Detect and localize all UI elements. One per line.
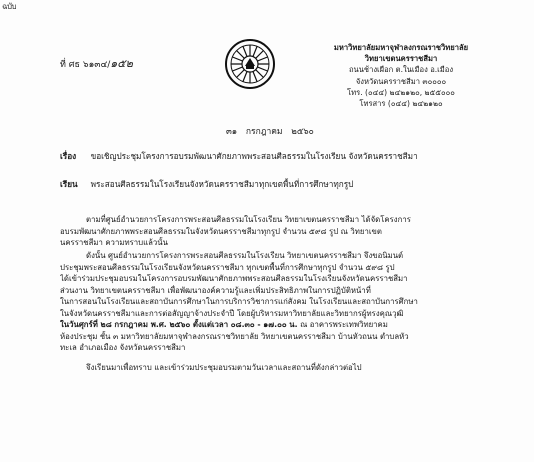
org-address-line: จังหวัดนครราชสีมา ๓๐๐๐๐	[355, 76, 447, 86]
document-number-printed: ที่ ศธ ๖๑๓๔/	[60, 60, 111, 70]
organization-address	[286, 42, 516, 109]
meeting-venue-start: ณ อาคารพระเทพวิทยาคม	[297, 320, 388, 330]
org-address-line: ถนนช้างเผือก ต.ในเมือง อ.เมือง	[348, 65, 454, 75]
meeting-datetime-line	[60, 319, 496, 331]
paragraph-line: ได้เข้าร่วมประชุมอบรมในโครงการอบรมพัฒนาศักยภาพพระสอนศีลธรรมในโรงเรียนจังหวัดนครราชสีมา	[60, 274, 408, 284]
paragraph-line: อบรมพัฒนาศักยภาพพระสอนศีลธรรมในจังหวัดนครราชสีมาทุกรูป จำนวน ๕๙๘ รูป ณ วิทยาเขต	[60, 226, 382, 236]
document-number-handwritten: ๑๕๒	[110, 57, 133, 70]
university-seal-icon	[224, 38, 276, 90]
recipient-row	[60, 178, 353, 191]
paragraph-line: ห้องประชุม ชั้น ๓ มหาวิทยาลัยมหาจุฬาลงกรณราชวิทยาลัย วิทยาเขตนครราชสีมา บ้านหัวถนน ตำบลหัว	[60, 331, 409, 341]
paragraph-body	[60, 250, 496, 354]
recipient-label: เรียน	[60, 179, 78, 189]
meeting-datetime: ในวันศุกร์ที่ ๒๘ กรกฎาคม พ.ศ. ๒๕๖๐ ตั้งแต่เวลา ๐๘.๓๐ - ๑๗.๐๐ น.	[60, 320, 298, 330]
document-number	[60, 54, 133, 72]
paragraph-intro	[60, 214, 496, 249]
top-note: ฉบับ	[2, 2, 17, 11]
paragraph-line: ในการสอนในโรงเรียนและสถาบันการศึกษาในการบริการวิชาการแก่สังคม ในโรงเรียนและสถาบันการศึกษา	[60, 297, 418, 307]
paragraph-line: นครราชสีมา ความทราบแล้วนั้น	[60, 238, 168, 248]
paragraph-line: ตามที่ศูนย์อำนวยการโครงการพระสอนศีลธรรมในโรงเรียน วิทยาเขตนครราชสีมา ได้จัดโครงการ	[86, 215, 411, 224]
closing-line: จึงเรียนมาเพื่อทราบ และเข้าร่วมประชุมอบรมตามวันเวลาและสถานที่ดังกล่าวต่อไป	[86, 363, 362, 372]
paragraph-line: ดังนั้น ศูนย์อำนวยการโครงการพระสอนศีลธรรมในโรงเรียน วิทยาเขตนครราชสีมา จึงขอนิมนต์	[86, 251, 404, 260]
org-phone: โทร. (๐๔๔) ๒๔๒๑๒๐, ๒๕๕๐๐๐	[347, 87, 455, 97]
closing-paragraph	[60, 362, 496, 374]
subject-row	[60, 150, 418, 163]
recipient-text: พระสอนศีลธรรมในโรงเรียนจังหวัดนครราชสีมาทุกเขตพื้นที่การศึกษาทุกรูป	[90, 179, 354, 189]
paragraph-line: ทะเล อำเภอเมือง จังหวัดนครราชสีมา	[60, 343, 186, 353]
subject-label: เรื่อง	[60, 151, 77, 161]
paragraph-line: ในจังหวัดนครราชสีมาและการต่อสัญญาจ้างประจำปี โดยผู้บริหารมหาวิทยาลัยและวิทยากรผู้ทรงคุณวุฒิ	[60, 308, 404, 318]
paragraph-line: ประชุมพระสอนศีลธรรมในโรงเรียนจังหวัดนครราชสีมา ทุกเขตพื้นที่การศึกษาทุกรูป จำนวน ๕๙๘ รูป	[60, 262, 395, 272]
letter-date: ๓๑ กรกฎาคม ๒๕๖๐	[226, 127, 314, 137]
subject-text: ขอเชิญประชุมโครงการอบรมพัฒนาศักยภาพพระสอนศีลธรรมในโรงเรียน จังหวัดนครราชสีมา	[90, 151, 418, 161]
org-fax: โทรสาร (๐๔๔) ๒๔๒๑๒๐	[359, 99, 443, 109]
org-campus: วิทยาเขตนครราชสีมา	[364, 54, 438, 64]
paragraph-line: ส่วนงาน วิทยาเขตนครราชสีมา เพื่อพัฒนาองค์ความรู้และเพิ่มประสิทธิภาพในการปฏิบัติหน้าที่	[60, 285, 371, 295]
org-name: มหาวิทยาลัยมหาจุฬาลงกรณราชวิทยาลัย	[333, 43, 469, 52]
